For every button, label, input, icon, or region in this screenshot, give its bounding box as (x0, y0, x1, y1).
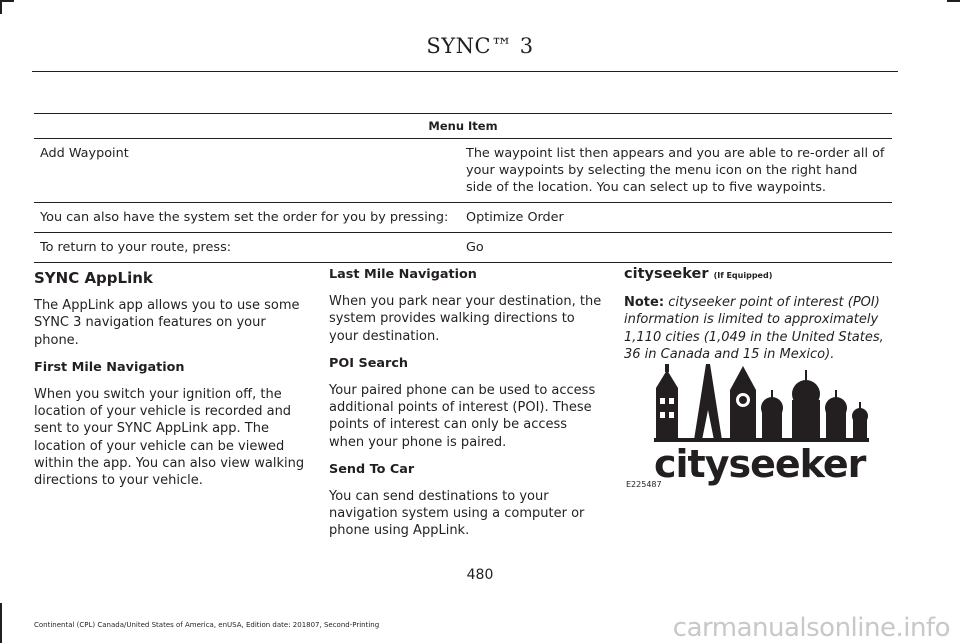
paragraph: When you park near your destination, the system provides walking directions to your destination. (329, 294, 602, 344)
header-divider (32, 71, 898, 72)
note-label: Note: (624, 295, 665, 311)
sub-heading: POI Search (329, 355, 409, 371)
cityseeker-heading: cityseeker (624, 266, 709, 282)
note-text: cityseeker point of interest (POI) information is limited to approximately 1,110 cities (1,049 in the United States, 36 in Canada and 15 in Mexico). (624, 295, 884, 362)
paragraph: The AppLink app allows you to use some SYNC 3 navigation features on your phone. (34, 298, 300, 348)
sub-heading: Send To Car (329, 461, 415, 477)
column-sync-applink (34, 270, 309, 499)
image-id: E225487 (626, 480, 662, 489)
page-number: 480 (466, 567, 494, 583)
paragraph: Your paired phone can be used to access additional points of interest (POI). These points of interest can only be access when your phone is paired. (329, 383, 596, 450)
if-equipped-label: (If Equipped) (713, 271, 773, 280)
table-cell-description: Optimize Order (460, 203, 892, 233)
sub-heading: Last Mile Navigation (329, 267, 477, 282)
column-cityseeker (624, 266, 896, 373)
watermark: carmanualsonline.info (672, 613, 950, 643)
table-cell-description: The waypoint list then appears and you are able to re-order all of your waypoints by selecting the menu icon on the right hand side of the location. You can select up to five waypoints. (460, 139, 892, 203)
paragraph: When you switch your ignition off, the location of your vehicle is recorded and sent to your SYNC AppLink app. The location of your vehicle can be viewed within the app. You can also view walking directions to your vehicle. (34, 387, 305, 489)
table-header: Menu Item (34, 114, 892, 139)
city-skyline-icon (624, 360, 896, 445)
table-row (34, 139, 892, 203)
table-row (34, 233, 892, 263)
table-cell-description: Go (460, 233, 892, 263)
paragraph: You can send destinations to your navigation system using a computer or phone using AppLink. (329, 489, 585, 539)
cityseeker-logo-image (624, 360, 896, 495)
corner-mark-top-right (947, 0, 960, 2)
corner-mark-bottom-left (0, 603, 2, 643)
table-cell-item: Add Waypoint (34, 139, 460, 203)
table-row (34, 203, 892, 233)
table-cell-item: To return to your route, press: (34, 233, 460, 263)
section-heading (624, 266, 896, 284)
menu-item-table (34, 113, 892, 263)
corner-mark-top-left-h (0, 0, 14, 2)
footer-edition-text: Continental (CPL) Canada/United States of America, enUSA, Edition date: 201807, Second-Printing (34, 621, 380, 629)
corner-mark-top-left (0, 0, 2, 14)
section-heading: SYNC AppLink (34, 269, 153, 287)
cityseeker-logo-text: cityseeker (654, 442, 866, 486)
column-navigation-features (329, 266, 604, 550)
table-cell-item: You can also have the system set the order for you by pressing: (34, 203, 460, 233)
page-header-title: SYNC™ 3 (426, 34, 534, 58)
sub-heading: First Mile Navigation (34, 359, 185, 375)
note-paragraph (624, 294, 896, 363)
